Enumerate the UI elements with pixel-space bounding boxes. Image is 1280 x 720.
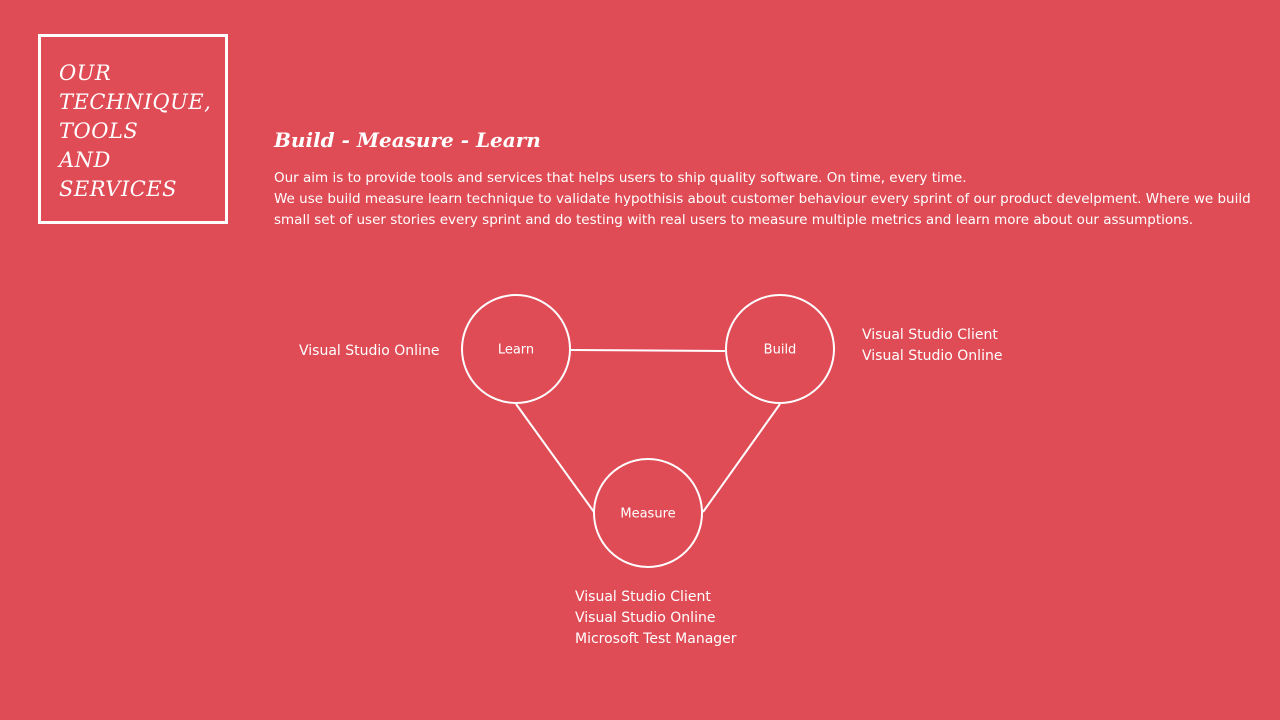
- measure-tool-1: Visual Studio Client: [575, 589, 711, 605]
- edge-learn-measure: [516, 404, 594, 512]
- intro-paragraph-line-1: Our aim is to provide tools and services that helps users to ship quality software. On time, every time.: [274, 170, 967, 186]
- measure-tool-2: Visual Studio Online: [575, 610, 716, 626]
- learn-tool-1: Visual Studio Online: [299, 343, 440, 359]
- title-line-and: AND: [59, 148, 111, 172]
- intro-paragraph-line-2: We use build measure learn technique to validate hypothisis about customer behaviour every sprint of our product develpment. Where we build: [274, 191, 1251, 207]
- section-heading: Build - Measure - Learn: [274, 128, 541, 152]
- measure-tool-3: Microsoft Test Manager: [575, 631, 737, 647]
- node-build-label: Build: [763, 342, 797, 358]
- edge-learn-build: [571, 350, 725, 351]
- build-tool-2: Visual Studio Online: [862, 348, 1003, 364]
- title-line-tools: TOOLS: [59, 119, 139, 143]
- edge-build-measure: [703, 404, 780, 512]
- node-learn-label: Learn: [497, 342, 535, 358]
- title-line-technique: TECHNIQUE,: [59, 90, 212, 114]
- node-measure-label: Measure: [620, 506, 676, 522]
- intro-paragraph-line-3: small set of user stories every sprint and do testing with real users to measure multiple metrics and learn more about our assumptions.: [274, 212, 1194, 228]
- build-tool-1: Visual Studio Client: [862, 327, 998, 343]
- title-line-services: SERVICES: [59, 177, 178, 201]
- title-line-our: OUR: [59, 61, 112, 85]
